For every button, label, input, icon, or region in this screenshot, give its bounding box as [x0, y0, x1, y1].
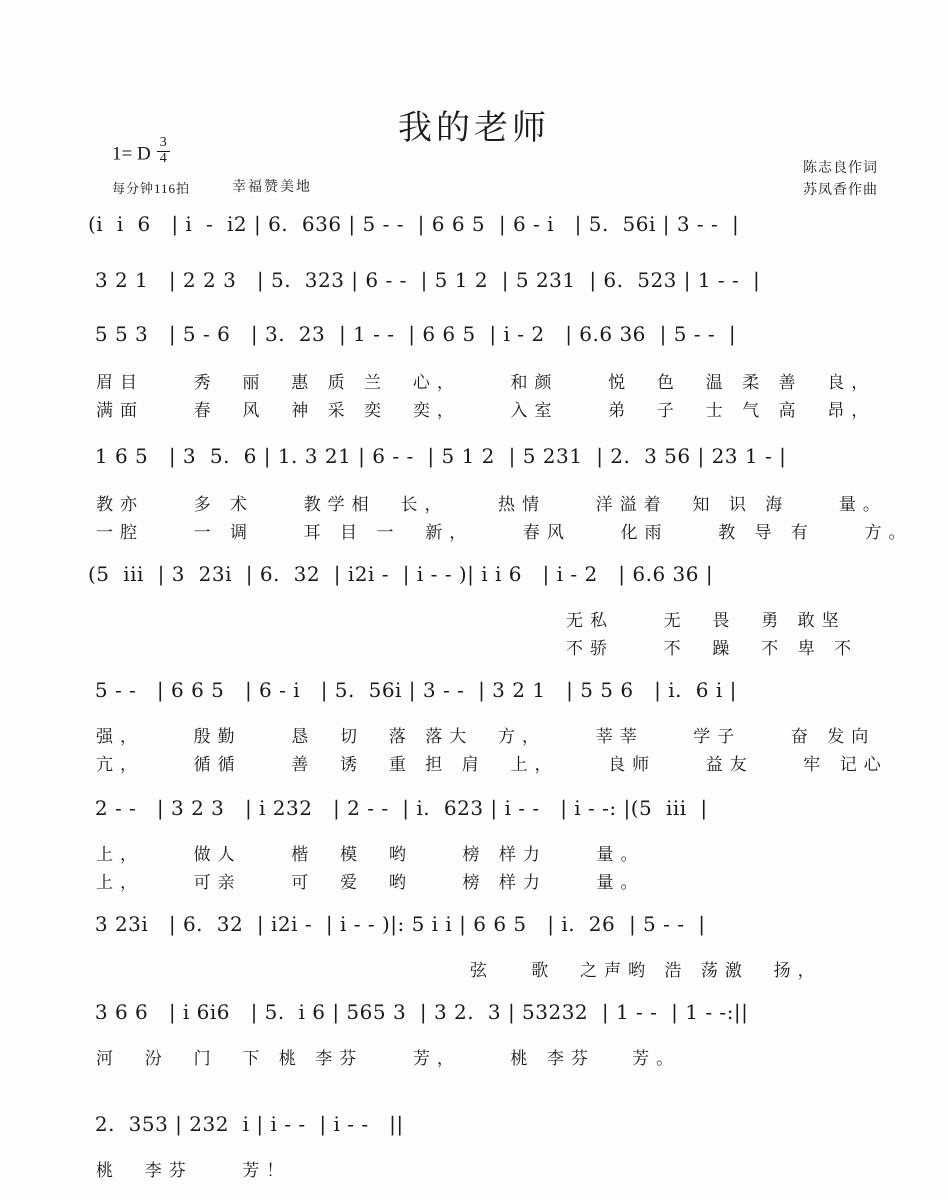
lyric-row-4-line-1: 教亦 多 术 教学相 长， 热情 洋溢着 知 识 海 量。: [96, 495, 887, 515]
interlude-lyric-line-2: 不骄 不 躁 不 卑 不: [566, 639, 859, 659]
lyricist-credit: 陈志良作词: [803, 161, 878, 176]
notation-row-3: 5 5 3 | 5 - 6 | 3. 23 | 1 - - | 6 6 5 | i - 2 | 6.6 36 | 5 - - |: [88, 322, 737, 346]
lyric-row-4-line-2: 一腔 一 调 耳 目 一 新， 春风 化雨 教 导 有 方。: [96, 523, 913, 543]
notation-row-2: 3 2 1 | 2 2 3 | 5. 323 | 6 - - | 5 1 2 | 5 231 | 6. 523 | 1 - - |: [88, 268, 761, 292]
notation-row-4: 1 6 5 | 3 5. 6 | 1. 3 21 | 6 - - | 5 1 2 | 5 231 | 2. 3 56 | 23 1 - |: [88, 444, 787, 468]
tempo-marking: 每分钟116拍: [112, 181, 191, 196]
notation-row-10: 2. 353 | 232 i | i - - | i - - ||: [88, 1112, 404, 1136]
lyric-row-3-line-2: 满面 春 风 神 采 奕 奕， 入室 弟 子 士 气 高 昂，: [96, 401, 876, 421]
lyric-row-7-line-1: 上， 做人 楷 模 哟 榜 样力 量。: [96, 845, 645, 865]
lyric-row-8-line-1: 弦 歌 之声哟 浩 荡激 扬，: [470, 961, 822, 981]
lyric-row-9-line-1: 河 汾 门 下 桃 李芬 芳， 桃 李芬 芳。: [96, 1049, 681, 1069]
lyric-row-7-line-2: 上， 可亲 可 爱 哟 榜 样力 量。: [96, 873, 645, 893]
notation-row-6: 5 - - | 6 6 5 | 6 - i | 5. 56i | 3 - - | 3 2 1 | 5 5 6 | i. 6 i |: [88, 678, 737, 702]
key-signature: 1= D: [112, 143, 151, 165]
expression-marking: 幸福赞美地: [232, 180, 312, 195]
credits: [803, 158, 878, 201]
lyric-row-3-line-1: 眉目 秀 丽 惠 质 兰 心， 和颜 悦 色 温 柔 善 良，: [96, 373, 876, 393]
lyric-row-10-line-1: 桃 李芬 芳！: [96, 1161, 291, 1181]
notation-row-5: (5 iii | 3 23i | 6. 32 | i2i - | i - - )| i i 6 | i - 2 | 6.6 36 |: [88, 562, 714, 586]
key-signature-block: [112, 136, 170, 166]
lyric-row-6-line-1: 强， 殷勤 恳 切 落 落大 方， 莘莘 学子 奋 发向: [96, 727, 876, 747]
notation-row-9: 3 6 6 | i 6i6 | 5. i 6 | 565 3 | 3 2. 3 | 53232 | 1 - - | 1 - -:||: [88, 1000, 749, 1024]
notation-row-8: 3 23i | 6. 32 | i2i - | i - - )|: 5 i i | 6 6 5 | i. 26 | 5 - - |: [88, 912, 706, 936]
page-title: 我的老师: [398, 108, 550, 148]
composer-credit: 苏凤香作曲: [803, 182, 878, 198]
notation-row-1: (i i 6 | i - i2 | 6. 636 | 5 - - | 6 6 5 | 6 - i | 5. 56i | 3 - - |: [88, 212, 740, 236]
notation-row-7: 2 - - | 3 2 3 | i 232 | 2 - - | i. 623 | i - - | i - -: |(5 iii |: [88, 796, 708, 820]
lyric-row-6-line-2: 亢， 循循 善 诱 重 担 肩 上， 良师 益友 牢 记心: [96, 755, 888, 775]
interlude-lyric-line-1: 无私 无 畏 勇 敢坚: [566, 611, 846, 631]
time-signature: $\frac{3}{4}$: [157, 136, 170, 166]
